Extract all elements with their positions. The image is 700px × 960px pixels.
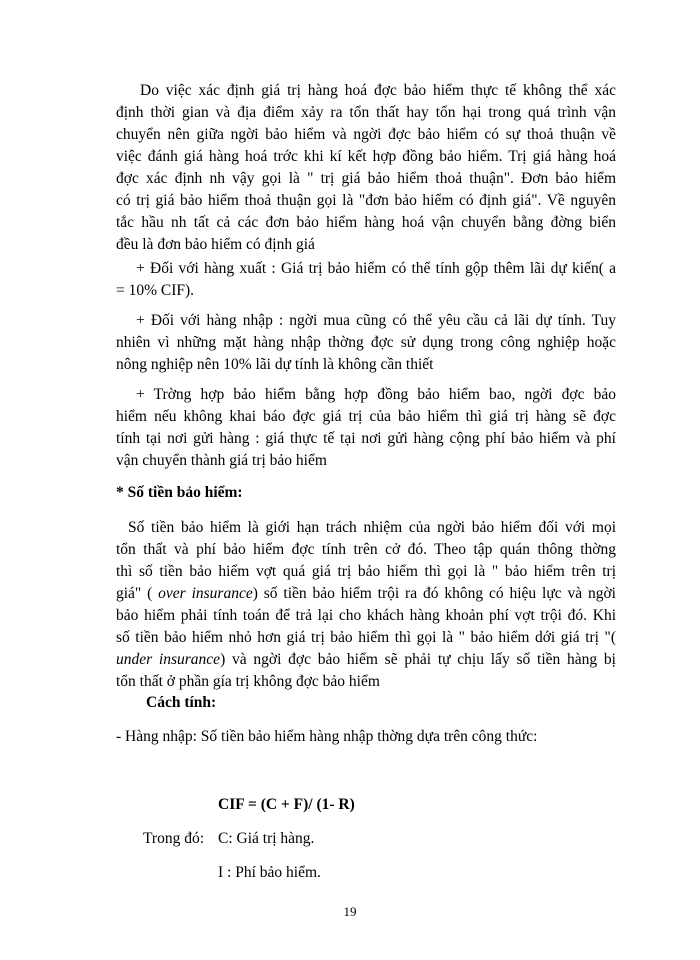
bullet-export-goods bbox=[116, 258, 616, 302]
cif-formula: CIF = (C + F)/ (1- R) bbox=[218, 796, 355, 813]
text-line: vận chuyển thành giá trị bảo hiểm bbox=[116, 452, 327, 469]
text-line: đều là đơn bảo hiểm có định giá bbox=[116, 236, 315, 253]
text-run: tổn thất và phí bảo hiểm đợc tính trên cở đó. Theo tập quán thông thờng bbox=[116, 541, 616, 558]
bullet-open-cover bbox=[116, 384, 616, 472]
text-line: nông nghiệp nên 10% lãi dự tính là không cần thiết bbox=[116, 356, 434, 373]
text-line: nhiên vì những mặt hàng nhập thờng đợc sử dụng trong công nghiệp hoặc bbox=[116, 334, 616, 351]
text-line: + Đối với hàng xuất : Giá trị bảo hiểm có thể tính gộp thêm lãi dự kiến( a bbox=[136, 260, 616, 277]
text-line bbox=[116, 583, 616, 605]
text-line: chuyển nên giữa ngời bảo hiểm và ngời đợc bảo hiểm có sự thoả thuận về bbox=[116, 126, 616, 143]
text-run: thì số tiền bảo hiểm vợt quá giá trị bảo hiểm thì gọi là " bảo hiểm trên trị bbox=[116, 563, 616, 580]
text-line: Do việc xác định giá trị hàng hoá đợc bảo hiểm thực tế không thể xác bbox=[140, 82, 616, 99]
paragraph-valuation bbox=[116, 80, 616, 256]
heading-sum-insured: * Số tiền bảo hiểm: bbox=[116, 484, 243, 501]
import-formula-intro: - Hàng nhập: Số tiền bảo hiểm hàng nhập thờng dựa trên công thức: bbox=[116, 728, 538, 745]
text-line: việc đánh giá hàng hoá trớc khi kí kết hợp đồng bảo hiểm. Trị giá hàng hoá bbox=[116, 148, 616, 165]
text-run: giá" ( bbox=[116, 585, 159, 602]
text-run: ) số tiền bảo hiểm trội ra đó không có hiệu lực và ngời bbox=[252, 585, 616, 602]
where-c-definition: C: Giá trị hàng. bbox=[218, 830, 315, 847]
text-run: ) và ngời đợc bảo hiểm sẽ phải tự chịu lấy số tiền hàng bị bbox=[220, 651, 616, 668]
bullet-import-goods bbox=[116, 310, 616, 376]
text-line bbox=[116, 539, 616, 561]
heading-calculation: Cách tính: bbox=[146, 694, 217, 711]
page-number: 19 bbox=[343, 904, 357, 919]
text-line: tính tại nơi gửi hàng : giá thực tế tại nơi gửi hàng cộng phí bảo hiểm và phí bbox=[116, 430, 616, 447]
text-line bbox=[116, 517, 616, 539]
text-line: + Trờng hợp bảo hiểm bằng hợp đồng bảo hiểm bao, ngời đợc bảo bbox=[136, 386, 616, 403]
text-line bbox=[116, 671, 616, 693]
text-line bbox=[116, 649, 616, 671]
where-label: Trong đó: bbox=[143, 830, 205, 847]
text-line: đợc xác định nh vậy gọi là " trị giá bảo hiểm thoả thuận". Đơn bảo hiểm bbox=[116, 170, 616, 187]
text-line: hiểm nếu không khai báo đợc giá trị của bảo hiểm thì giá trị hàng sẽ đợc bbox=[116, 408, 616, 425]
text-line: tắc hầu nh tất cả các đơn bảo hiểm hàng hoá vận chuyển bằng đờng biển bbox=[116, 214, 616, 231]
where-i-definition: I : Phí bảo hiểm. bbox=[218, 864, 321, 881]
text-line bbox=[116, 627, 616, 649]
italic-term: over insurance bbox=[158, 585, 253, 602]
text-run: Số tiền bảo hiểm là giới hạn trách nhiệm của ngời bảo hiểm đối với mọi bbox=[128, 519, 616, 536]
paragraph-sum-insured bbox=[116, 517, 616, 693]
text-line bbox=[116, 605, 616, 627]
text-line: có trị giá bảo hiểm thoả thuận gọi là "đơn bảo hiểm có định giá". Về nguyên bbox=[116, 192, 616, 209]
text-run: tổn thất ở phần gía trị không đợc bảo hiểm bbox=[116, 673, 380, 690]
text-line bbox=[116, 561, 616, 583]
text-line: + Đối với hàng nhập : ngời mua cũng có thể yêu cầu cả lãi dự tính. Tuy bbox=[136, 312, 616, 329]
italic-term: under insurance bbox=[116, 651, 221, 668]
text-run: số tiền bảo hiểm nhỏ hơn giá trị bảo hiểm thì gọi là " bảo hiểm dới giá trị "( bbox=[116, 629, 616, 646]
text-run: bảo hiểm phải tính toán để trả lại cho khách hàng khoản phí vợt trội đó. Khi bbox=[116, 607, 616, 624]
text-line: = 10% CIF). bbox=[116, 282, 195, 299]
text-line: định thời gian và địa điểm xảy ra tổn thất hay tổn hại trong quá trình vận bbox=[116, 104, 616, 121]
